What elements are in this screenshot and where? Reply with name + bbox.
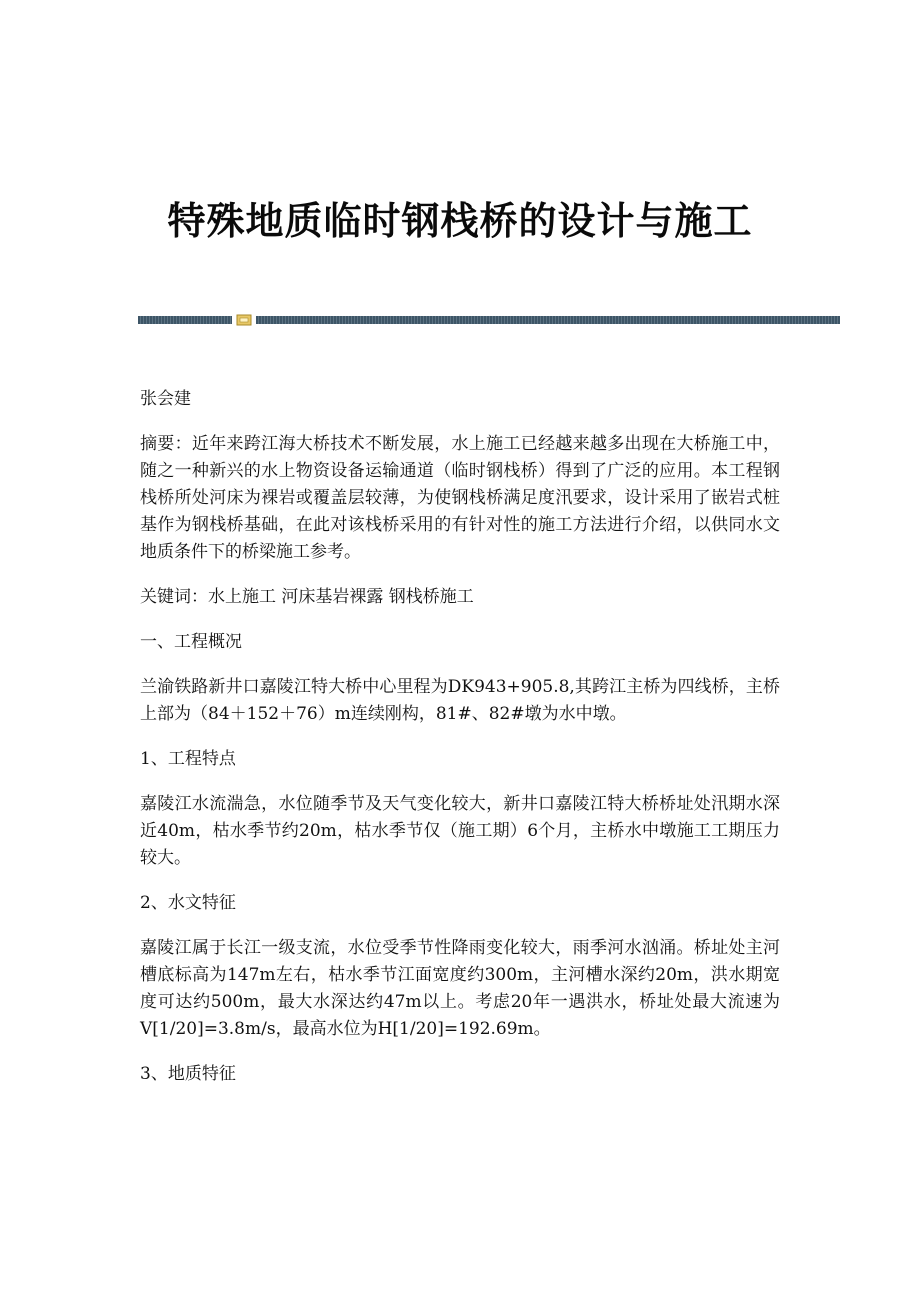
- author-name: 张会建: [140, 389, 191, 409]
- subsection-heading-geology: 3、地质特征: [140, 1064, 236, 1084]
- abstract-paragraph: 摘要：近年来跨江海大桥技术不断发展，水上施工已经越来越多出现在大桥施工中，随之一种新兴的水上物资设备运输通道（临时钢栈桥）得到了广泛的应用。本工程钢栈桥所处河床为裸岩或覆盖层较薄，为使钢栈桥满足度汛要求，设计采用了嵌岩式桩基作为钢栈桥基础，在此对该栈桥采用的有针对性的施工方法进行介绍，以供同水文地质条件下的桥梁施工参考。: [140, 434, 780, 562]
- subsection-heading-features: 1、工程特点: [140, 749, 236, 769]
- document-title: 特殊地质临时钢栈桥的设计与施工: [167, 199, 753, 243]
- features-paragraph: 嘉陵江水流湍急，水位随季节及天气变化较大，新井口嘉陵江特大桥桥址处汛期水深近40m，枯水季节约20m，枯水季节仅（施工期）6个月，主桥水中墩施工工期压力较大。: [140, 794, 780, 868]
- hydrology-paragraph: 嘉陵江属于长江一级支流，水位受季节性降雨变化较大，雨季河水汹涌。桥址处主河槽底标高为147m左右，枯水季节江面宽度约300m，主河槽水深约20m，洪水期宽度可达约500m，最大水深达约47m以上。考虑20年一遇洪水，桥址处最大流速为V[1/20]=3.8m/s，最高水位为H[1/20]=192.69m。: [140, 938, 780, 1039]
- overview-paragraph: 兰渝铁路新井口嘉陵江特大桥中心里程为DK943+905.8,其跨江主桥为四线桥，主桥上部为（84＋152＋76）m连续刚构，81#、82#墩为水中墩。: [140, 677, 780, 724]
- divider-ornament-icon: [236, 313, 252, 327]
- title-divider: [138, 313, 840, 327]
- document-body: [140, 386, 780, 1106]
- subsection-heading-hydrology: 2、水文特征: [140, 893, 236, 913]
- divider-bar-right: [256, 316, 840, 324]
- keywords-line: 关键词：水上施工 河床基岩裸露 钢栈桥施工: [140, 587, 474, 607]
- divider-bar-left: [138, 316, 232, 324]
- section-heading-overview: 一、工程概况: [140, 632, 242, 652]
